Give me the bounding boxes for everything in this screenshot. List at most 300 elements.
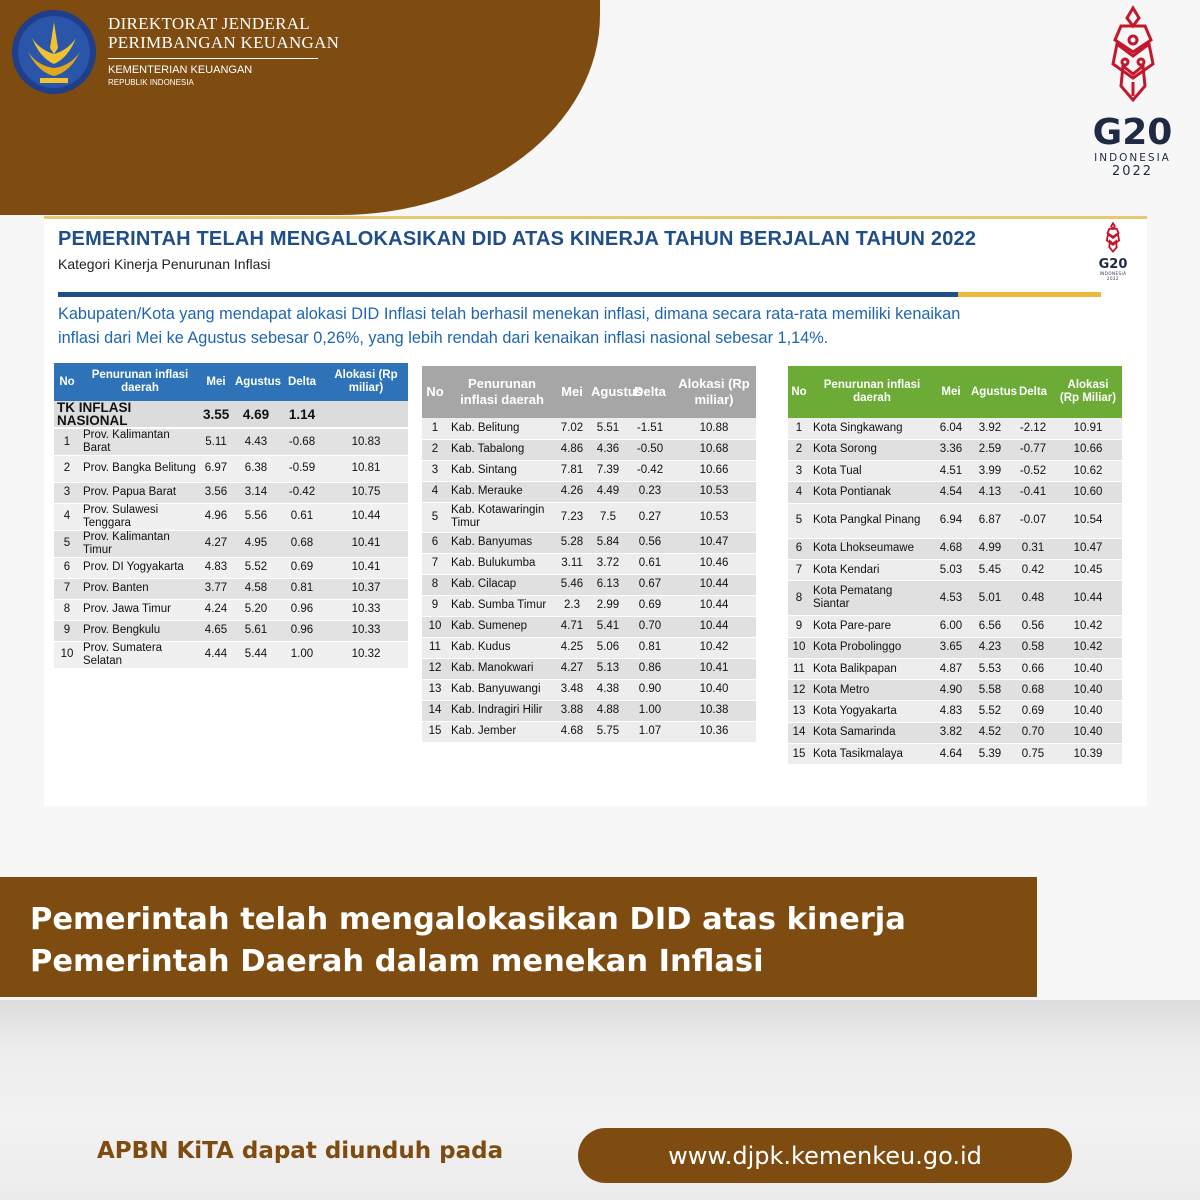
cell-no: 12 bbox=[422, 658, 448, 679]
table-header-row bbox=[788, 366, 1122, 418]
table-row bbox=[422, 481, 756, 502]
cell-alokasi: 10.44 bbox=[672, 595, 756, 616]
cell-alokasi: 10.54 bbox=[1054, 503, 1122, 538]
cell-alokasi: 10.38 bbox=[672, 700, 756, 721]
cell-no: 8 bbox=[422, 574, 448, 595]
cell-delta: 0.61 bbox=[280, 503, 324, 530]
cell-mei: 4.96 bbox=[200, 503, 232, 530]
cell-agustus: 4.36 bbox=[588, 439, 628, 460]
cell-region: Kab. Jember bbox=[448, 721, 556, 742]
cell-agustus: 5.58 bbox=[968, 680, 1012, 701]
cell-delta: 0.67 bbox=[628, 574, 672, 595]
cell-agustus: 6.87 bbox=[968, 503, 1012, 538]
col-header-alokasi: Alokasi (Rp miliar) bbox=[678, 376, 750, 407]
table-row bbox=[788, 637, 1122, 658]
cell-delta: 0.96 bbox=[280, 620, 324, 641]
table-row bbox=[422, 574, 756, 595]
cell-delta: -1.51 bbox=[628, 418, 672, 439]
cell-region: Kab. Indragiri Hilir bbox=[448, 700, 556, 721]
cell-mei: 7.81 bbox=[556, 460, 588, 481]
table-row bbox=[54, 482, 408, 503]
cell-region: Kab. Banyuwangi bbox=[448, 679, 556, 700]
slide-g20-logo bbox=[1090, 222, 1136, 284]
cell-agustus: 5.52 bbox=[968, 701, 1012, 722]
paragraph-line-1: Kabupaten/Kota yang mendapat alokasi DID Inflasi telah berhasil menekan inflasi, dimana secara rata-rata memiliki kenaikan bbox=[58, 305, 961, 323]
cell-delta: 0.66 bbox=[1012, 658, 1054, 679]
table-row bbox=[422, 616, 756, 637]
cell-delta: 1.07 bbox=[628, 721, 672, 742]
cell-no: 5 bbox=[422, 502, 448, 532]
cell-alokasi: 10.46 bbox=[672, 553, 756, 574]
cell-no: 11 bbox=[788, 658, 810, 679]
cell-delta: 0.42 bbox=[1012, 559, 1054, 580]
cell-alokasi: 10.33 bbox=[324, 620, 408, 641]
cell-agustus: 3.72 bbox=[588, 553, 628, 574]
cell-agustus: 5.39 bbox=[968, 744, 1012, 765]
cell-no: 2 bbox=[788, 439, 810, 460]
national-agustus: 4.69 bbox=[232, 401, 280, 428]
cell-mei: 4.83 bbox=[200, 557, 232, 578]
table-row bbox=[422, 502, 756, 532]
cell-no: 6 bbox=[788, 538, 810, 559]
cell-agustus: 2.59 bbox=[968, 439, 1012, 460]
cell-mei: 5.03 bbox=[934, 559, 968, 580]
table-row bbox=[788, 680, 1122, 701]
cell-mei: 4.54 bbox=[934, 482, 968, 503]
col-header-mei: Mei bbox=[941, 385, 961, 398]
national-inflation-row bbox=[54, 401, 408, 428]
cell-alokasi: 10.47 bbox=[1054, 538, 1122, 559]
cell-no: 5 bbox=[54, 530, 80, 557]
cell-no: 8 bbox=[54, 599, 80, 620]
cell-agustus: 3.99 bbox=[968, 461, 1012, 482]
col-header-region: Penurunan inflasi daerah bbox=[91, 369, 189, 394]
cell-delta: 0.56 bbox=[1012, 616, 1054, 637]
cell-delta: -0.68 bbox=[280, 428, 324, 456]
cell-no: 9 bbox=[788, 616, 810, 637]
cell-region: Kab. Manokwari bbox=[448, 658, 556, 679]
headline-line-1: Pemerintah telah mengalokasikan DID atas kinerja bbox=[30, 902, 906, 937]
country-name: REPUBLIK INDONESIA bbox=[108, 78, 194, 87]
cell-mei: 4.68 bbox=[934, 538, 968, 559]
cell-agustus: 5.61 bbox=[232, 620, 280, 641]
cell-agustus: 5.75 bbox=[588, 721, 628, 742]
cell-delta: 0.70 bbox=[1012, 722, 1054, 743]
cell-alokasi: 10.40 bbox=[1054, 658, 1122, 679]
cell-region: Kota Pematang Siantar bbox=[810, 581, 934, 616]
cell-region: Prov. Sumatera Selatan bbox=[80, 641, 200, 668]
cell-no: 12 bbox=[788, 680, 810, 701]
cell-mei: 4.44 bbox=[200, 641, 232, 668]
cell-mei: 6.94 bbox=[934, 503, 968, 538]
table-row bbox=[422, 532, 756, 553]
g20-country: INDONESIA bbox=[1094, 152, 1171, 164]
table-row bbox=[788, 461, 1122, 482]
cell-delta: 0.68 bbox=[280, 530, 324, 557]
cell-region: Kab. Merauke bbox=[448, 481, 556, 502]
cell-delta: -0.50 bbox=[628, 439, 672, 460]
cell-region: Prov. Papua Barat bbox=[80, 482, 200, 503]
table-row bbox=[788, 616, 1122, 637]
cell-no: 4 bbox=[422, 481, 448, 502]
cell-region: Kab. Kudus bbox=[448, 637, 556, 658]
cell-no: 14 bbox=[422, 700, 448, 721]
cell-delta: 0.69 bbox=[628, 595, 672, 616]
cell-region: Kab. Belitung bbox=[448, 418, 556, 439]
cell-alokasi: 10.53 bbox=[672, 481, 756, 502]
table-row bbox=[422, 460, 756, 481]
g20-logo bbox=[1070, 4, 1195, 184]
col-header-mei: Mei bbox=[206, 375, 226, 388]
g20-year: 2022 bbox=[1111, 164, 1154, 179]
cell-region: Prov. Bengkulu bbox=[80, 620, 200, 641]
cell-agustus: 5.84 bbox=[588, 532, 628, 553]
cell-alokasi: 10.47 bbox=[672, 532, 756, 553]
divider-blue-segment bbox=[58, 292, 958, 297]
table-row bbox=[422, 700, 756, 721]
cell-alokasi: 10.60 bbox=[1054, 482, 1122, 503]
cell-delta: 0.81 bbox=[628, 637, 672, 658]
table-row bbox=[54, 530, 408, 557]
cell-mei: 3.65 bbox=[934, 637, 968, 658]
cell-delta: 0.75 bbox=[1012, 744, 1054, 765]
cell-delta: 0.56 bbox=[628, 532, 672, 553]
cell-agustus: 5.52 bbox=[232, 557, 280, 578]
col-header-agustus: Agustus bbox=[971, 385, 1017, 398]
table-provinsi bbox=[54, 363, 408, 669]
cell-region: Prov. Sulawesi Tenggara bbox=[80, 503, 200, 530]
table-kabupaten bbox=[422, 366, 756, 743]
table-row bbox=[54, 557, 408, 578]
cell-no: 5 bbox=[788, 503, 810, 538]
cell-region: Kab. Bulukumba bbox=[448, 553, 556, 574]
cell-agustus: 6.13 bbox=[588, 574, 628, 595]
cell-alokasi: 10.40 bbox=[1054, 722, 1122, 743]
cell-no: 1 bbox=[54, 428, 80, 456]
table-row bbox=[422, 553, 756, 574]
cell-region: Prov. Jawa Timur bbox=[80, 599, 200, 620]
table-row bbox=[422, 439, 756, 460]
cell-alokasi: 10.44 bbox=[672, 574, 756, 595]
cell-agustus: 5.44 bbox=[232, 641, 280, 668]
cell-delta: -0.42 bbox=[280, 482, 324, 503]
cell-mei: 3.88 bbox=[556, 700, 588, 721]
cell-delta: 0.68 bbox=[1012, 680, 1054, 701]
cell-mei: 4.64 bbox=[934, 744, 968, 765]
cell-alokasi: 10.32 bbox=[324, 641, 408, 668]
table-header-row bbox=[422, 366, 756, 418]
cell-region: Kota Balikpapan bbox=[810, 658, 934, 679]
cell-mei: 4.87 bbox=[934, 658, 968, 679]
table-row bbox=[54, 641, 408, 668]
cell-agustus: 5.56 bbox=[232, 503, 280, 530]
cell-no: 14 bbox=[788, 722, 810, 743]
table-row bbox=[788, 658, 1122, 679]
cell-delta: 0.58 bbox=[1012, 637, 1054, 658]
kemenkeu-emblem-icon bbox=[10, 8, 98, 96]
cell-delta: -2.12 bbox=[1012, 418, 1054, 439]
cell-agustus: 4.95 bbox=[232, 530, 280, 557]
cell-agustus: 5.06 bbox=[588, 637, 628, 658]
cell-mei: 4.65 bbox=[200, 620, 232, 641]
slide-g20-country: INDONESIA bbox=[1099, 271, 1127, 276]
table-row bbox=[788, 418, 1122, 439]
cell-no: 8 bbox=[788, 581, 810, 616]
cell-agustus: 5.45 bbox=[968, 559, 1012, 580]
cell-agustus: 4.49 bbox=[588, 481, 628, 502]
website-link[interactable]: www.djpk.kemenkeu.go.id bbox=[578, 1128, 1072, 1183]
cell-mei: 6.97 bbox=[200, 456, 232, 483]
headline-banner bbox=[0, 877, 1037, 997]
cell-alokasi: 10.40 bbox=[672, 679, 756, 700]
cell-agustus: 4.43 bbox=[232, 428, 280, 456]
table-row bbox=[788, 701, 1122, 722]
cell-agustus: 6.56 bbox=[968, 616, 1012, 637]
table-row bbox=[54, 456, 408, 483]
cell-mei: 3.56 bbox=[200, 482, 232, 503]
cell-alokasi: 10.91 bbox=[1054, 418, 1122, 439]
cell-no: 15 bbox=[788, 744, 810, 765]
cell-region: Kota Pangkal Pinang bbox=[810, 503, 934, 538]
cell-agustus: 6.38 bbox=[232, 456, 280, 483]
national-delta: 1.14 bbox=[280, 401, 324, 428]
cell-delta: 0.70 bbox=[628, 616, 672, 637]
cell-agustus: 5.51 bbox=[588, 418, 628, 439]
table-row bbox=[54, 503, 408, 530]
cell-no: 13 bbox=[788, 701, 810, 722]
cell-delta: -0.07 bbox=[1012, 503, 1054, 538]
org-name-line1: DIREKTORAT JENDERAL bbox=[108, 14, 310, 33]
col-header-delta: Delta bbox=[1018, 385, 1048, 398]
cell-alokasi: 10.81 bbox=[324, 456, 408, 483]
divider-gold-segment bbox=[958, 292, 1101, 297]
cell-mei: 4.25 bbox=[556, 637, 588, 658]
col-header-delta: Delta bbox=[634, 384, 666, 399]
slide-divider-bar bbox=[58, 292, 1101, 297]
cell-alokasi: 10.36 bbox=[672, 721, 756, 742]
cell-agustus: 3.92 bbox=[968, 418, 1012, 439]
cell-alokasi: 10.33 bbox=[324, 599, 408, 620]
slide-paragraph bbox=[58, 302, 1108, 350]
table-row bbox=[54, 578, 408, 599]
col-header-alokasi: Alokasi (Rp miliar) bbox=[334, 369, 398, 394]
cell-mei: 3.48 bbox=[556, 679, 588, 700]
cell-delta: -0.77 bbox=[1012, 439, 1054, 460]
table-row bbox=[422, 679, 756, 700]
cell-alokasi: 10.66 bbox=[672, 460, 756, 481]
cell-no: 6 bbox=[54, 557, 80, 578]
cell-no: 9 bbox=[422, 595, 448, 616]
cell-mei: 4.24 bbox=[200, 599, 232, 620]
cell-no: 10 bbox=[788, 637, 810, 658]
cell-region: Kab. Kotawaringin Timur bbox=[448, 502, 556, 532]
cell-agustus: 2.99 bbox=[588, 595, 628, 616]
cell-delta: 0.23 bbox=[628, 481, 672, 502]
col-header-region: Penurunan inflasi daerah bbox=[460, 376, 544, 407]
cell-agustus: 4.38 bbox=[588, 679, 628, 700]
cell-region: Prov. Kalimantan Timur bbox=[80, 530, 200, 557]
cell-mei: 7.23 bbox=[556, 502, 588, 532]
cell-region: Kab. Sintang bbox=[448, 460, 556, 481]
cell-no: 1 bbox=[422, 418, 448, 439]
cell-mei: 3.77 bbox=[200, 578, 232, 599]
headline-line-2: Pemerintah Daerah dalam menekan Inflasi bbox=[30, 944, 764, 979]
cell-agustus: 5.53 bbox=[968, 658, 1012, 679]
table-kota bbox=[788, 366, 1122, 765]
cell-delta: 0.31 bbox=[1012, 538, 1054, 559]
cell-no: 13 bbox=[422, 679, 448, 700]
cell-alokasi: 10.62 bbox=[1054, 461, 1122, 482]
cell-alokasi: 10.53 bbox=[672, 502, 756, 532]
cell-no: 6 bbox=[422, 532, 448, 553]
cell-region: Kota Pontianak bbox=[810, 482, 934, 503]
cell-region: Prov. DI Yogyakarta bbox=[80, 557, 200, 578]
cell-alokasi: 10.40 bbox=[1054, 701, 1122, 722]
cell-delta: 0.90 bbox=[628, 679, 672, 700]
col-header-no: No bbox=[426, 384, 444, 399]
slide-panel bbox=[44, 216, 1147, 806]
col-header-agustus: Agustus bbox=[591, 384, 643, 399]
cell-alokasi: 10.42 bbox=[672, 637, 756, 658]
cell-alokasi: 10.66 bbox=[1054, 439, 1122, 460]
cell-no: 3 bbox=[54, 482, 80, 503]
cell-alokasi: 10.44 bbox=[324, 503, 408, 530]
cell-alokasi: 10.39 bbox=[1054, 744, 1122, 765]
cell-delta: 0.61 bbox=[628, 553, 672, 574]
table-row bbox=[788, 722, 1122, 743]
cell-region: Kota Sorong bbox=[810, 439, 934, 460]
cell-delta: 0.96 bbox=[280, 599, 324, 620]
cell-delta: 0.27 bbox=[628, 502, 672, 532]
cell-agustus: 4.88 bbox=[588, 700, 628, 721]
cell-agustus: 4.99 bbox=[968, 538, 1012, 559]
cell-agustus: 5.13 bbox=[588, 658, 628, 679]
cell-mei: 6.00 bbox=[934, 616, 968, 637]
cell-region: Kota Pare-pare bbox=[810, 616, 934, 637]
cell-region: Kota Probolinggo bbox=[810, 637, 934, 658]
cell-mei: 4.27 bbox=[556, 658, 588, 679]
cell-mei: 4.86 bbox=[556, 439, 588, 460]
national-empty-cell bbox=[324, 401, 408, 428]
cell-delta: 0.69 bbox=[1012, 701, 1054, 722]
table-row bbox=[788, 482, 1122, 503]
col-header-delta: Delta bbox=[287, 375, 317, 388]
cell-region: Kota Kendari bbox=[810, 559, 934, 580]
cell-region: Kota Singkawang bbox=[810, 418, 934, 439]
cell-region: Prov. Kalimantan Barat bbox=[80, 428, 200, 456]
cell-alokasi: 10.83 bbox=[324, 428, 408, 456]
cell-delta: 1.00 bbox=[628, 700, 672, 721]
slide-g20-year: 2022 bbox=[1106, 276, 1120, 281]
cell-alokasi: 10.41 bbox=[324, 530, 408, 557]
ministry-name: KEMENTERIAN KEUANGAN bbox=[108, 64, 253, 76]
cell-agustus: 7.39 bbox=[588, 460, 628, 481]
cell-agustus: 5.20 bbox=[232, 599, 280, 620]
cell-mei: 4.27 bbox=[200, 530, 232, 557]
g20-emblem-icon bbox=[1103, 4, 1163, 108]
table-row bbox=[788, 503, 1122, 538]
cell-region: Kota Samarinda bbox=[810, 722, 934, 743]
table-header-row bbox=[54, 363, 408, 401]
cell-alokasi: 10.44 bbox=[672, 616, 756, 637]
cell-region: Kab. Banyumas bbox=[448, 532, 556, 553]
table-row bbox=[54, 620, 408, 641]
cell-no: 15 bbox=[422, 721, 448, 742]
cell-no: 4 bbox=[54, 503, 80, 530]
national-label: TK INFLASI NASIONAL bbox=[54, 401, 200, 428]
cell-no: 7 bbox=[788, 559, 810, 580]
cell-delta: 0.86 bbox=[628, 658, 672, 679]
cell-alokasi: 10.45 bbox=[1054, 559, 1122, 580]
cell-agustus: 4.13 bbox=[968, 482, 1012, 503]
cell-mei: 3.11 bbox=[556, 553, 588, 574]
cell-mei: 4.83 bbox=[934, 701, 968, 722]
cell-no: 3 bbox=[788, 461, 810, 482]
org-divider bbox=[108, 58, 318, 59]
cell-no: 3 bbox=[422, 460, 448, 481]
cell-mei: 2.3 bbox=[556, 595, 588, 616]
cell-mei: 4.53 bbox=[934, 581, 968, 616]
cell-delta: -0.59 bbox=[280, 456, 324, 483]
cell-mei: 7.02 bbox=[556, 418, 588, 439]
cell-alokasi: 10.75 bbox=[324, 482, 408, 503]
table-row bbox=[54, 428, 408, 456]
paragraph-line-2: inflasi dari Mei ke Agustus sebesar 0,26%, yang lebih rendah dari kenaikan inflasi nasional sebesar 1,14%. bbox=[58, 329, 829, 347]
cell-mei: 4.26 bbox=[556, 481, 588, 502]
col-header-mei: Mei bbox=[561, 384, 583, 399]
cell-no: 11 bbox=[422, 637, 448, 658]
g20-title: G20 bbox=[1092, 112, 1173, 153]
cell-mei: 4.71 bbox=[556, 616, 588, 637]
cell-region: Kota Lhokseumawe bbox=[810, 538, 934, 559]
cell-no: 7 bbox=[54, 578, 80, 599]
col-header-no: No bbox=[791, 385, 807, 398]
cell-delta: -0.52 bbox=[1012, 461, 1054, 482]
cell-alokasi: 10.44 bbox=[1054, 581, 1122, 616]
cell-region: Kota Yogyakarta bbox=[810, 701, 934, 722]
col-header-no: No bbox=[59, 375, 75, 388]
cell-alokasi: 10.42 bbox=[1054, 637, 1122, 658]
cell-region: Kab. Cilacap bbox=[448, 574, 556, 595]
cell-no: 7 bbox=[422, 553, 448, 574]
cell-delta: 1.00 bbox=[280, 641, 324, 668]
cell-alokasi: 10.88 bbox=[672, 418, 756, 439]
table-row bbox=[422, 595, 756, 616]
cell-alokasi: 10.42 bbox=[1054, 616, 1122, 637]
cell-agustus: 3.14 bbox=[232, 482, 280, 503]
national-mei: 3.55 bbox=[200, 401, 232, 428]
cell-region: Kab. Tabalong bbox=[448, 439, 556, 460]
cell-mei: 4.51 bbox=[934, 461, 968, 482]
table-row bbox=[54, 599, 408, 620]
cell-mei: 3.82 bbox=[934, 722, 968, 743]
cell-mei: 4.90 bbox=[934, 680, 968, 701]
cell-no: 10 bbox=[422, 616, 448, 637]
cell-delta: -0.41 bbox=[1012, 482, 1054, 503]
slide-subtitle: Kategori Kinerja Penurunan Inflasi bbox=[58, 256, 271, 272]
table-row bbox=[788, 439, 1122, 460]
cell-mei: 5.11 bbox=[200, 428, 232, 456]
cell-no: 2 bbox=[422, 439, 448, 460]
table-row bbox=[422, 637, 756, 658]
cell-alokasi: 10.41 bbox=[672, 658, 756, 679]
cell-no: 10 bbox=[54, 641, 80, 668]
table-row bbox=[422, 658, 756, 679]
slide-title: PEMERINTAH TELAH MENGALOKASIKAN DID ATAS KINERJA TAHUN BERJALAN TAHUN 2022 bbox=[58, 228, 977, 250]
cell-no: 9 bbox=[54, 620, 80, 641]
table-row bbox=[788, 581, 1122, 616]
cell-region: Kota Tual bbox=[810, 461, 934, 482]
